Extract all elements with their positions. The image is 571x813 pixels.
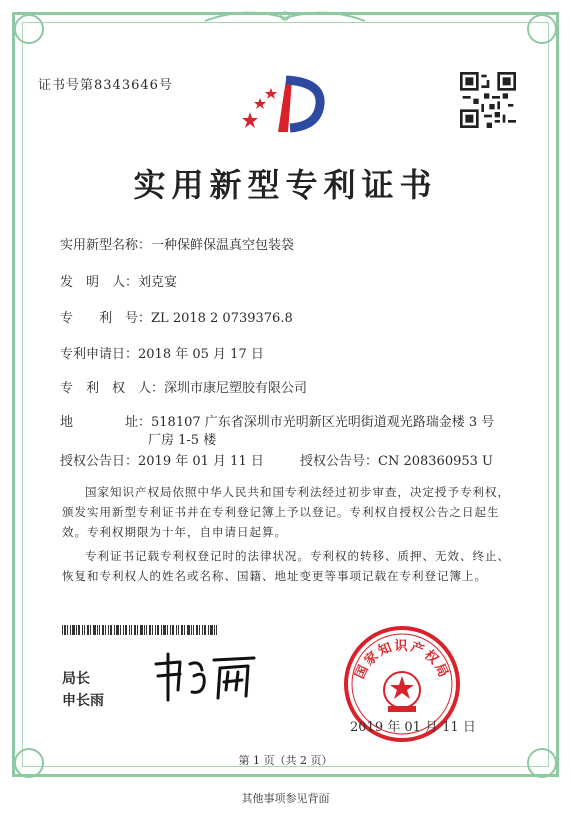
field-label: 授权公告号：	[300, 454, 379, 469]
barcode-icon	[62, 625, 217, 635]
svg-text:国家知识产权局	[352, 638, 452, 681]
page-number: 第 1 页（共 2 页）	[238, 754, 333, 767]
field-value: 518107 广东省深圳市光明新区光明街道观光路瑞金楼 3 号	[151, 415, 495, 430]
director-name: 申长雨	[62, 693, 104, 709]
certificate-number: 证书号第8343646号	[38, 78, 173, 93]
field-patentee	[60, 377, 307, 396]
cnipa-logo-icon	[238, 72, 330, 142]
field-filing-date	[60, 343, 264, 362]
director-title: 局长	[62, 671, 90, 687]
field-value: 深圳市康尼塑胶有限公司	[164, 381, 308, 396]
field-value: 2019 年 01 月 11 日	[138, 454, 264, 469]
field-label: 专利申请日：	[60, 347, 139, 362]
field-inventor	[60, 271, 177, 290]
corner-ornament-top-left	[14, 14, 44, 44]
corner-ornament-top-right	[527, 14, 557, 44]
field-label: 实用新型名称：	[60, 238, 152, 253]
handwritten-signature-icon	[150, 650, 260, 705]
field-patent-number	[60, 307, 293, 326]
seal-text: 国家知识产权局	[352, 639, 452, 682]
field-utility-name	[60, 234, 294, 253]
field-label: 地 址：	[60, 415, 152, 430]
field-address	[60, 411, 494, 430]
certificate-title: 实用新型专利证书	[133, 166, 438, 204]
seal-date: 2019 年 01 月 11 日	[350, 720, 476, 735]
notice-paragraph: 国家知识产权局依照中华人民共和国专利法经过初步审查，决定授予专利权，颁发实用新型专利证书并在专利登记簿上予以登记。专利权自授权公告之日起生效。专利权期限为十年，自申请日起算。	[62, 485, 510, 539]
field-label: 授权公告日：	[60, 454, 139, 469]
field-grant-number	[300, 450, 493, 469]
field-grant-date	[60, 450, 264, 469]
field-value: CN 208360953 U	[378, 454, 493, 469]
top-ornament-icon	[200, 6, 370, 26]
notice-paragraph: 专利证书记载专利权登记时的法律状况。专利权的转移、质押、无效、终止、恢复和专利权人的姓名或名称、国籍、地址变更等事项记载在专利登记簿上。	[62, 549, 510, 583]
field-value: 刘克宴	[138, 275, 178, 290]
field-label: 专 利 权 人：	[60, 381, 165, 396]
footer-note: 其他事项参见背面	[241, 792, 330, 805]
field-label: 专 利 号：	[60, 311, 152, 326]
field-value: 一种保鲜保温真空包装袋	[151, 238, 295, 253]
field-value: ZL 2018 2 0739376.8	[151, 311, 293, 326]
qr-code-icon	[460, 72, 516, 128]
field-address-line2: 厂房 1-5 楼	[148, 433, 217, 448]
field-label: 发 明 人：	[60, 275, 139, 290]
field-value: 2018 年 05 月 17 日	[138, 347, 264, 362]
